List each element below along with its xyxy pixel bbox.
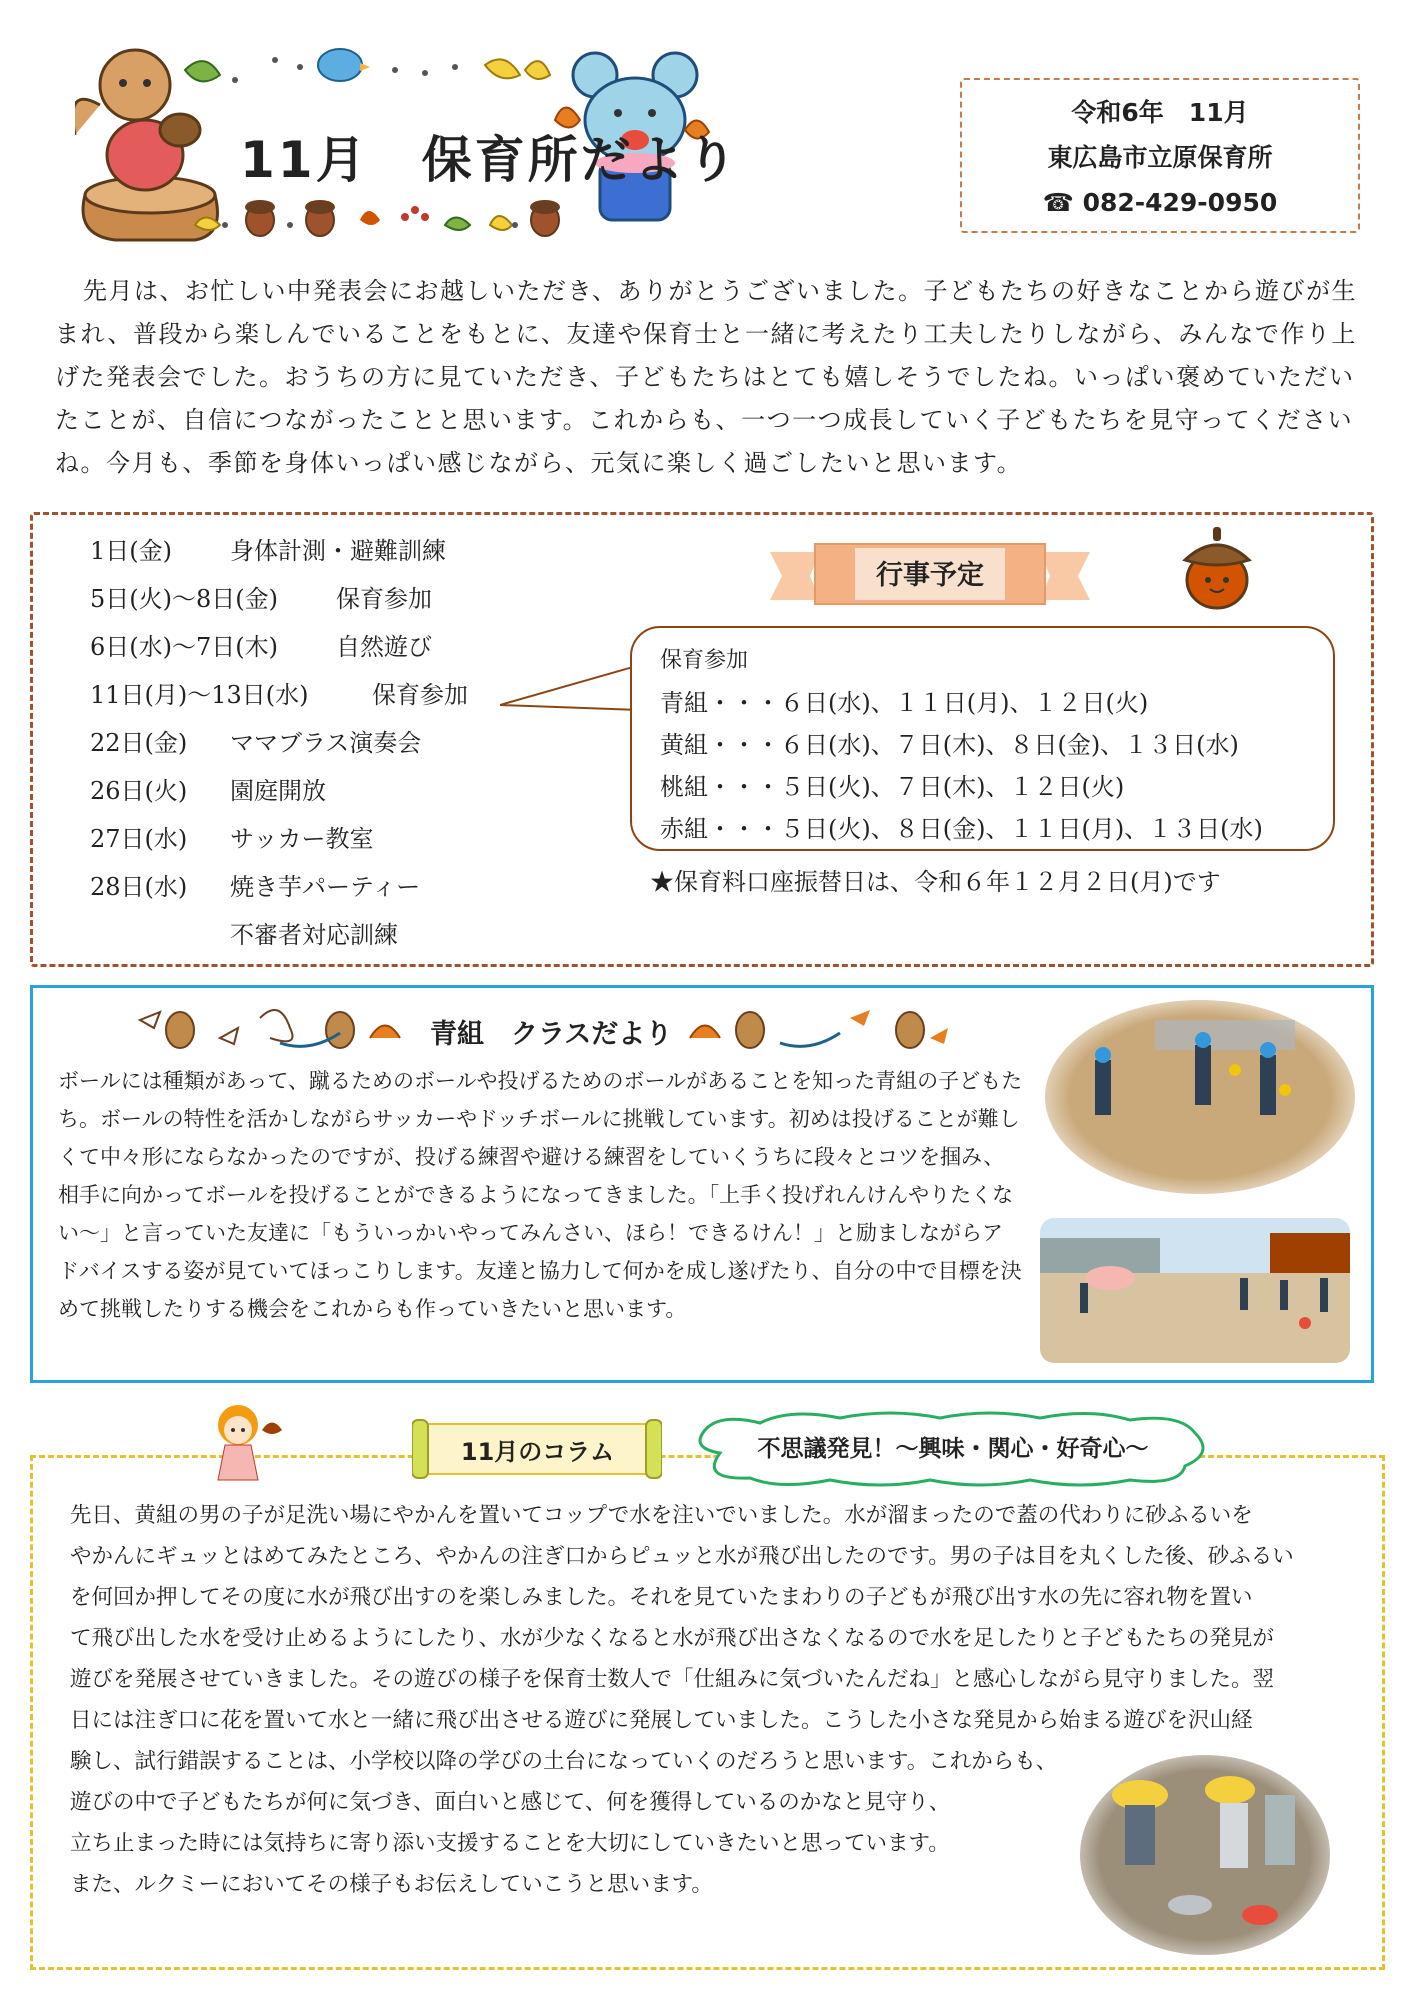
- participation-details: [660, 640, 1263, 850]
- column-line: 遊びの中で子どもたちが何に気づき、面白いと感じて、何を獲得しているのかなと見守り、: [70, 1790, 951, 1815]
- info-box: [960, 78, 1360, 233]
- acorn-icon: [1180, 525, 1255, 610]
- class-news-title: 青組 クラスだより: [430, 1019, 673, 1050]
- girl-illustration-icon: [200, 1400, 290, 1490]
- leaf-icon: [525, 61, 550, 79]
- facility-name: 東広島市立原保育所: [1047, 143, 1273, 172]
- intro-paragraph: 先月は、お忙しい中発表会にお越しいただき、ありがとうございました。子どもたちの好きなことから遊びが生まれ、普段から楽しんでいることをもとに、友達や保育士と一緒に考えたり工夫したりしながら、みんなで作り上げた発表会でした。おうちの方に見ていただき、子どもたちはとても嬉しそうでしたね。いっぱい褒めていただいたことが、自信につながったことと思います。これからも、一つ一つ成長していく子どもたちを見守ってくださいね。今月も、季節を身体いっぱい感じながら、元気に楽しく過ごしたいと思います。: [55, 277, 1358, 477]
- list-item: 赤組・・・５日(火)、８日(金)、１１日(月)、１３日(水): [660, 815, 1263, 843]
- column-line: また、ルクミーにおいてその様子もお伝えしていこうと思います。: [70, 1872, 713, 1897]
- issue-date: 令和6年 11月: [1071, 98, 1249, 127]
- phone-number: ☎ 082-429-0950: [1042, 188, 1278, 217]
- list-item: 6日(水)～7日(木) 自然遊び: [90, 633, 432, 661]
- list-item: 11日(月)～13日(水) 保育参加: [90, 681, 468, 709]
- list-item: 不審者対応訓練: [230, 921, 398, 949]
- page-title: 11月 保育所だより: [240, 131, 740, 189]
- column-line: て飛び出した水を受け止めるようにしたり、水が少なくなると水が飛び出さなくなるので水を足したりと子どもたちの発見が: [70, 1626, 1275, 1651]
- column-line: 日には注ぎ口に花を置いて水と一緒に飛び出させる遊びに発展していました。こうした小さな発見から始まる遊びを沢山経: [70, 1708, 1253, 1733]
- class-photo-playground-1: [1045, 1000, 1355, 1195]
- bird-icon: [318, 49, 370, 81]
- list-item: 桃組・・・５日(火)、７日(木)、１２日(火): [660, 773, 1125, 801]
- column-line: やかんにギュッとはめてみたところ、やかんの注ぎ口からピュッと水が飛び出したのです。男の子は目を丸くした後、砂ふるい: [70, 1544, 1294, 1569]
- schedule-list: [90, 527, 468, 959]
- list-item: 27日(水) サッカー教室: [90, 825, 374, 853]
- list-item: 黄組・・・６日(水)、７日(木)、８日(金)、１３日(水): [660, 731, 1239, 759]
- column-line: 立ち止まった時には気持ちに寄り添い支援することを大切にしていきたいと思っています。: [70, 1831, 950, 1856]
- column-line: 験し、試行錯誤することは、小学校以降の学びの土台になっていくのだろうと思います。これからも、: [70, 1749, 1058, 1774]
- class-photo-playground-2: [1040, 1218, 1350, 1363]
- participation-title: 保育参加: [660, 648, 749, 673]
- schedule-heading: 行事予定: [876, 560, 984, 591]
- list-item: 26日(火) 園庭開放: [90, 777, 326, 805]
- list-item: 青組・・・６日(水)、１１日(月)、１２日(火): [660, 689, 1149, 717]
- column-line: 先日、黄組の男の子が足洗い場にやかんを置いてコップで水を注いでいました。水が溜まったので蓋の代わりに砂ふるいを: [70, 1503, 1253, 1528]
- column-label: 11月のコラム: [460, 1438, 615, 1466]
- column-line: を何回か押してその度に水が飛び出すのを楽しみました。それを見ていたまわりの子どもが飛び出す水の先に容れ物を置い: [70, 1585, 1253, 1610]
- leaf-icon: [185, 61, 220, 81]
- leaf-icon: [485, 59, 520, 78]
- class-news-text: ボールには種類があって、蹴るためのボールや投げるためのボールがあることを知った青組の子どもたち。ボールの特性を活かしながらサッカーやドッチボールに挑戦しています。初めは投げることが難しくて中々形にならなかったのですが、投げる練習や避ける練習をしていくうちに段々とコツを掴み、相手に向かってボールを投げることができるようになってきました。「上手く投げれんけんやりたくない～」と言っていた友達に「もういっかいやってみんさい、ほら！できるけん！」と励ましながらアドバイスする姿が見ていてほっこりします。友達と協力して何かを成し遂げたり、自分の中で目標を決めて挑戦したりする機会をこれからも作っていきたいと思います。: [58, 1069, 1023, 1321]
- column-line: 遊びを発展させていきました。その遊びの様子を保育士数人で「仕組みに気づいたんだね」と感心しながら見守りました。翌: [70, 1667, 1275, 1692]
- list-item: 1日(金) 身体計測・避難訓練: [90, 537, 446, 565]
- column-photo-water-play: [1080, 1755, 1330, 1955]
- list-item: 28日(水) 焼き芋パーティー: [90, 873, 421, 901]
- column-theme: 不思議発見！～興味・関心・好奇心～: [757, 1436, 1149, 1462]
- list-item: 22日(金) ママブラス演奏会: [90, 729, 422, 757]
- list-item: 5日(火)～8日(金) 保育参加: [90, 585, 432, 613]
- speech-bubble-tail: [500, 655, 640, 725]
- fee-note: ★保育料口座振替日は、令和６年１２月２日(月)です: [650, 868, 1221, 896]
